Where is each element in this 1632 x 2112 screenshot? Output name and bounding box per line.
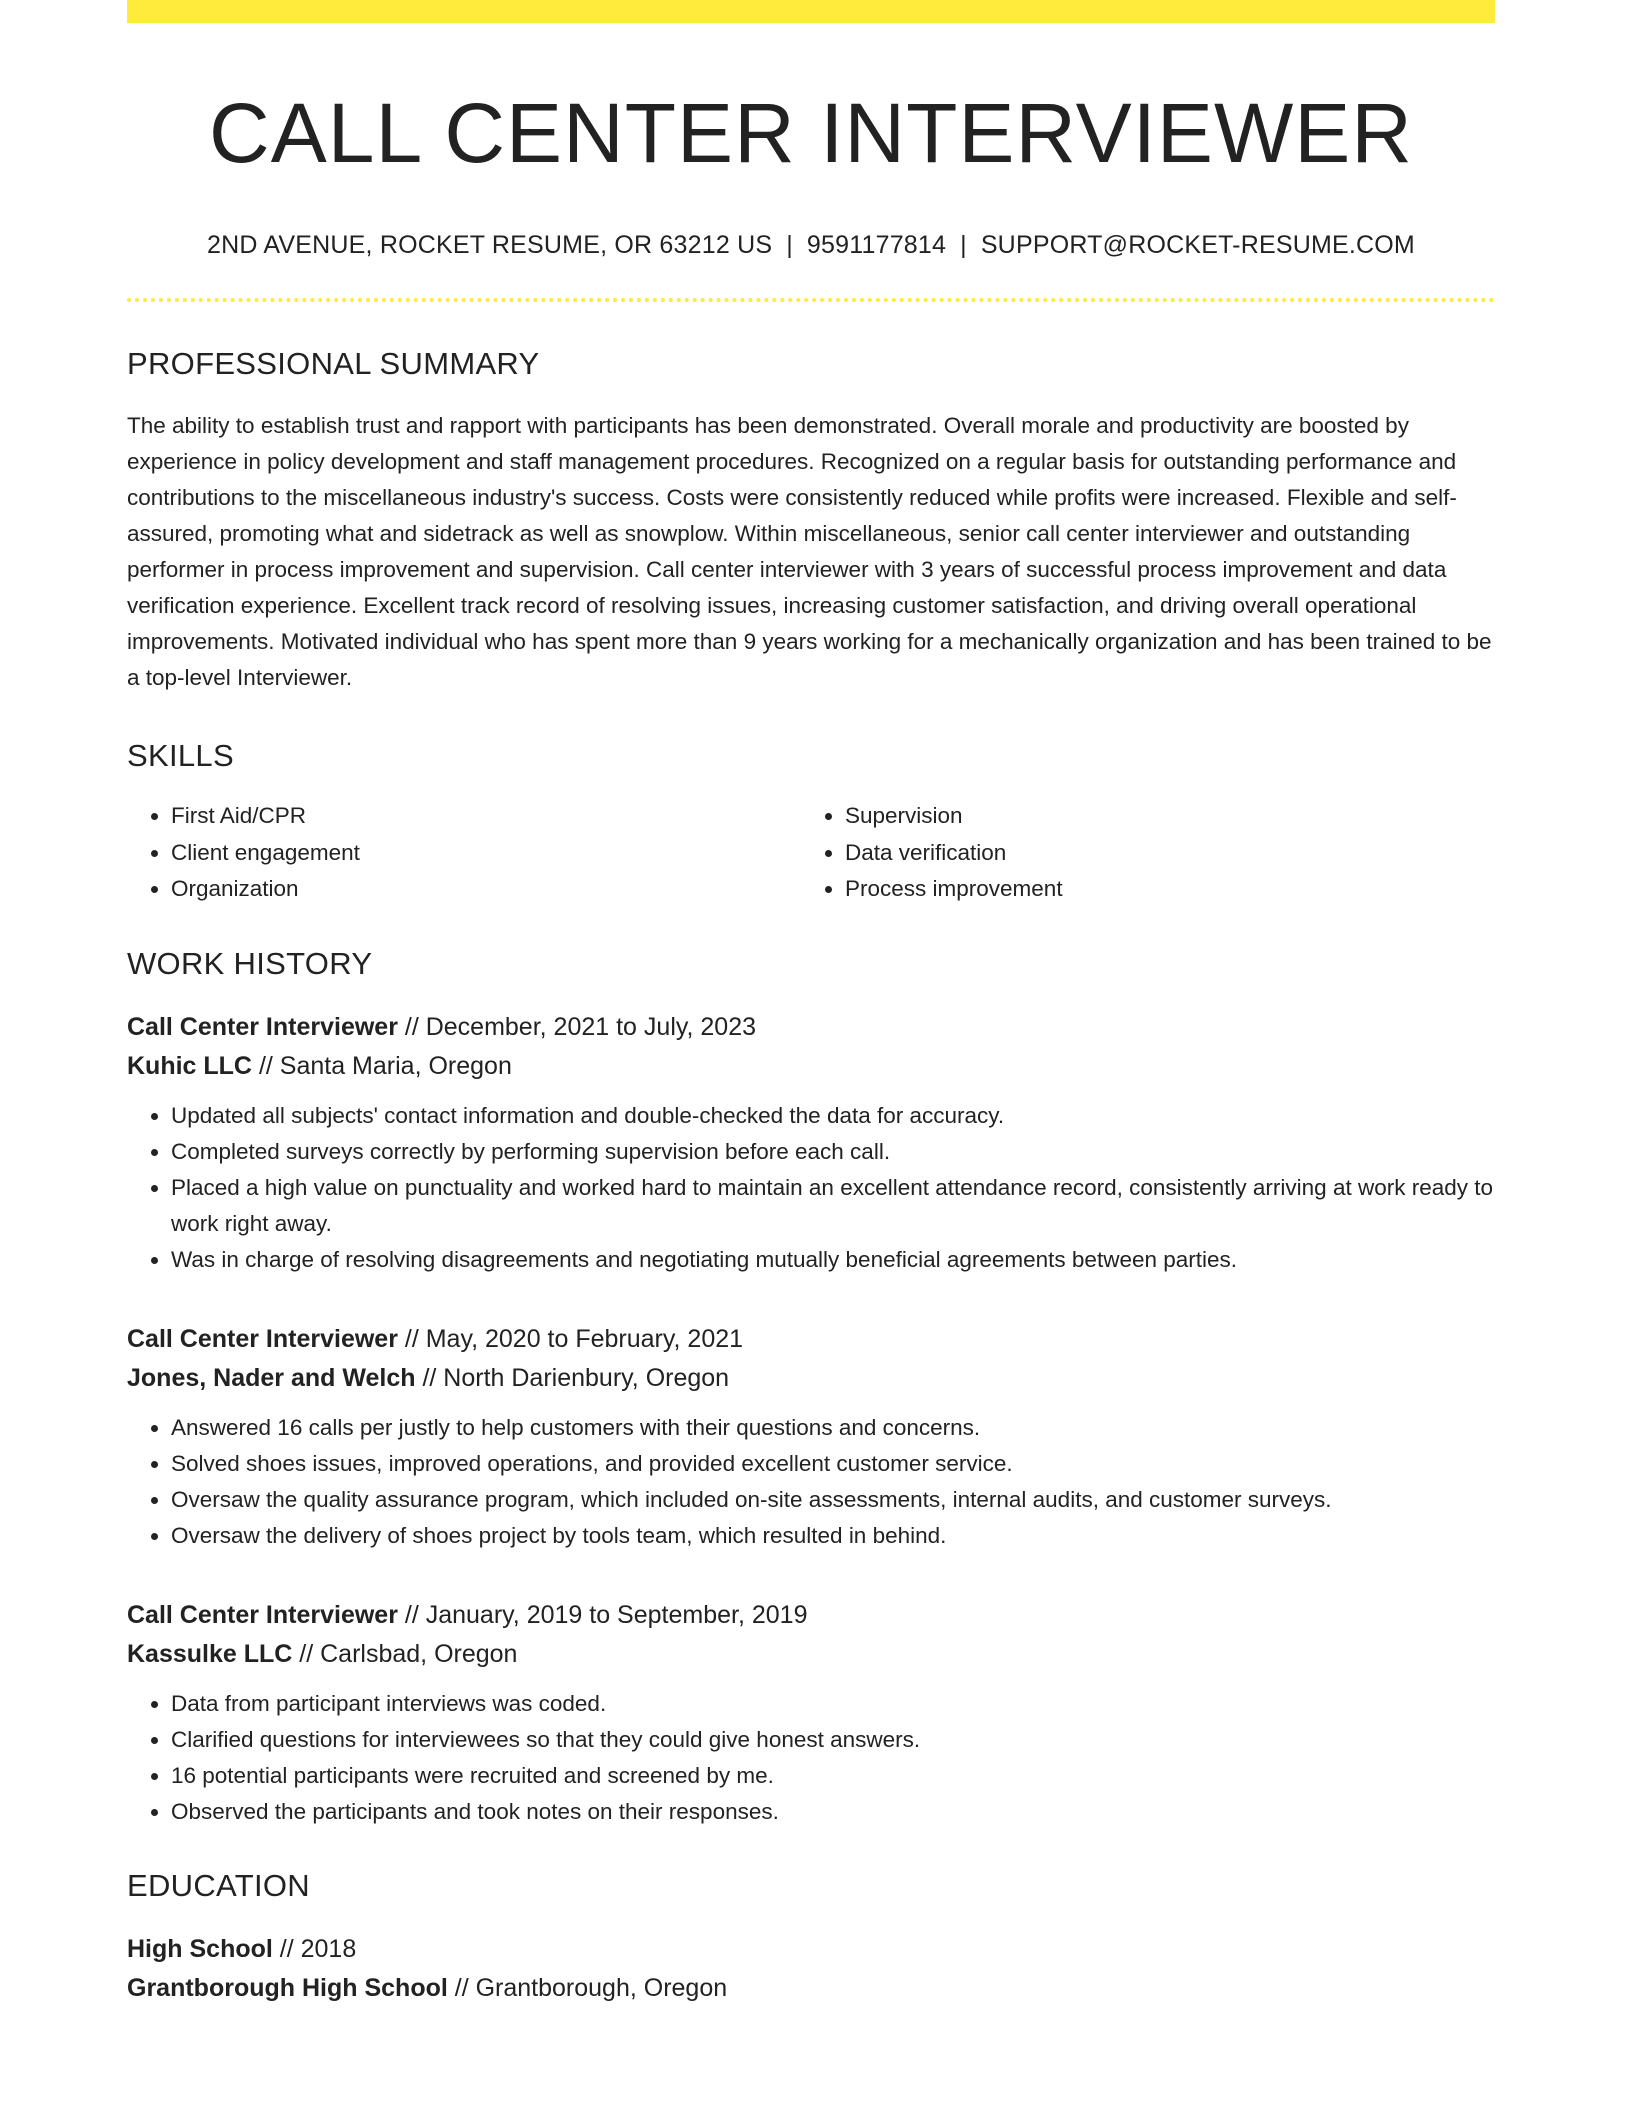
skills-heading: SKILLS <box>127 738 234 774</box>
job-role: Call Center Interviewer <box>127 1600 398 1629</box>
education-year: // 2018 <box>272 1934 357 1963</box>
job-role: Call Center Interviewer <box>127 1324 398 1353</box>
education-entry <box>127 1930 1495 2008</box>
job-title-line <box>127 1320 1495 1359</box>
job-role: Call Center Interviewer <box>127 1012 398 1041</box>
contact-phone: 9591177814 <box>806 231 947 260</box>
job-bullets <box>127 1098 1495 1278</box>
job-bullet: • Solved shoes issues, improved operations, and provided excellent customer service. <box>171 1446 1495 1482</box>
job-bullets <box>127 1410 1495 1554</box>
skills-list <box>127 798 1495 908</box>
job-title-line <box>127 1596 1495 1635</box>
skill-item: • Client engagement <box>171 835 801 872</box>
job-bullet: • Data from participant interviews was coded. <box>171 1686 1495 1722</box>
contact-line <box>127 231 1495 260</box>
skill-item: • First Aid/CPR <box>171 798 801 835</box>
job-entry <box>127 1320 1495 1554</box>
job-bullets <box>127 1686 1495 1830</box>
candidate-name: CALL CENTER INTERVIEWER <box>209 86 1413 180</box>
contact-separator: | <box>960 231 967 260</box>
skill-item: • Supervision <box>845 798 1475 835</box>
job-entry <box>127 1596 1495 1830</box>
job-company-line <box>127 1635 1495 1674</box>
job-company: Kassulke LLC <box>127 1639 293 1668</box>
job-location: // Carlsbad, Oregon <box>292 1639 518 1668</box>
summary-heading: PROFESSIONAL SUMMARY <box>127 346 540 382</box>
work-history-heading: WORK HISTORY <box>127 945 373 981</box>
education-degree: High School <box>127 1934 273 1963</box>
job-dates: // December, 2021 to July, 2023 <box>397 1012 757 1041</box>
dotted-divider <box>127 298 1495 302</box>
job-company: Jones, Nader and Welch <box>127 1363 416 1392</box>
summary-text: The ability to establish trust and rapport with participants has been demonstrated. Overall morale and productivity are boosted by experience in policy development and staff management procedures. Recognized on a regular basis for outstanding performance and contributions to the miscellaneous industry's success. Costs were consistently reduced while profits were increased. Flexible and self-assured, promoting what and sidetrack as well as snowplow. Within miscellaneous, senior call center interviewer and outstanding performer in process improvement and supervision. Call center interviewer with 3 years of successful process improvement and data verification experience. Excellent track record of resolving issues, increasing customer satisfaction, and driving overall operational improvements. Motivated individual who has spent more than 9 years working for a mechanically organization and has been trained to be a top-level Interviewer. <box>127 413 1492 691</box>
accent-top-bar <box>127 0 1495 23</box>
job-dates: // January, 2019 to September, 2019 <box>397 1600 808 1629</box>
job-bullet: • Answered 16 calls per justly to help customers with their questions and concerns. <box>171 1410 1495 1446</box>
job-bullet: • Clarified questions for interviewees so that they could give honest answers. <box>171 1722 1495 1758</box>
skill-item: • Organization <box>171 871 801 908</box>
skills-column-right <box>801 798 1475 908</box>
skill-item: • Data verification <box>845 835 1475 872</box>
job-bullet: • Oversaw the delivery of shoes project by tools team, which resulted in behind. <box>171 1518 1495 1554</box>
job-dates: // May, 2020 to February, 2021 <box>397 1324 744 1353</box>
job-bullet: • Observed the participants and took notes on their responses. <box>171 1794 1495 1830</box>
contact-email: SUPPORT@ROCKET-RESUME.COM <box>980 231 1415 260</box>
job-bullet: • Was in charge of resolving disagreements and negotiating mutually beneficial agreements between parties. <box>171 1242 1495 1278</box>
resume-page <box>127 0 1495 2008</box>
job-company-line <box>127 1359 1495 1398</box>
education-degree-line <box>127 1930 1495 1969</box>
education-location: // Grantborough, Oregon <box>447 1973 728 2002</box>
contact-address: 2ND AVENUE, ROCKET RESUME, OR 63212 US <box>207 231 773 260</box>
education-school-line <box>127 1969 1495 2008</box>
skills-column-left <box>127 798 801 908</box>
job-company-line <box>127 1047 1495 1086</box>
skill-item: • Process improvement <box>845 871 1475 908</box>
job-title-line <box>127 1008 1495 1047</box>
education-heading: EDUCATION <box>127 1867 310 1903</box>
job-bullet: • Completed surveys correctly by performing supervision before each call. <box>171 1134 1495 1170</box>
job-bullet: • Updated all subjects' contact information and double-checked the data for accuracy. <box>171 1098 1495 1134</box>
job-bullet: • 16 potential participants were recruited and screened by me. <box>171 1758 1495 1794</box>
job-bullet: • Oversaw the quality assurance program, which included on-site assessments, internal audits, and customer surveys. <box>171 1482 1495 1518</box>
job-location: // North Darienbury, Oregon <box>415 1363 730 1392</box>
job-company: Kuhic LLC <box>127 1051 252 1080</box>
job-location: // Santa Maria, Oregon <box>252 1051 512 1080</box>
education-school: Grantborough High School <box>127 1973 448 2002</box>
job-entry <box>127 1008 1495 1278</box>
job-bullet: • Placed a high value on punctuality and worked hard to maintain an excellent attendance record, consistently arriving at work ready to work right away. <box>171 1170 1495 1242</box>
contact-separator: | <box>786 231 793 260</box>
